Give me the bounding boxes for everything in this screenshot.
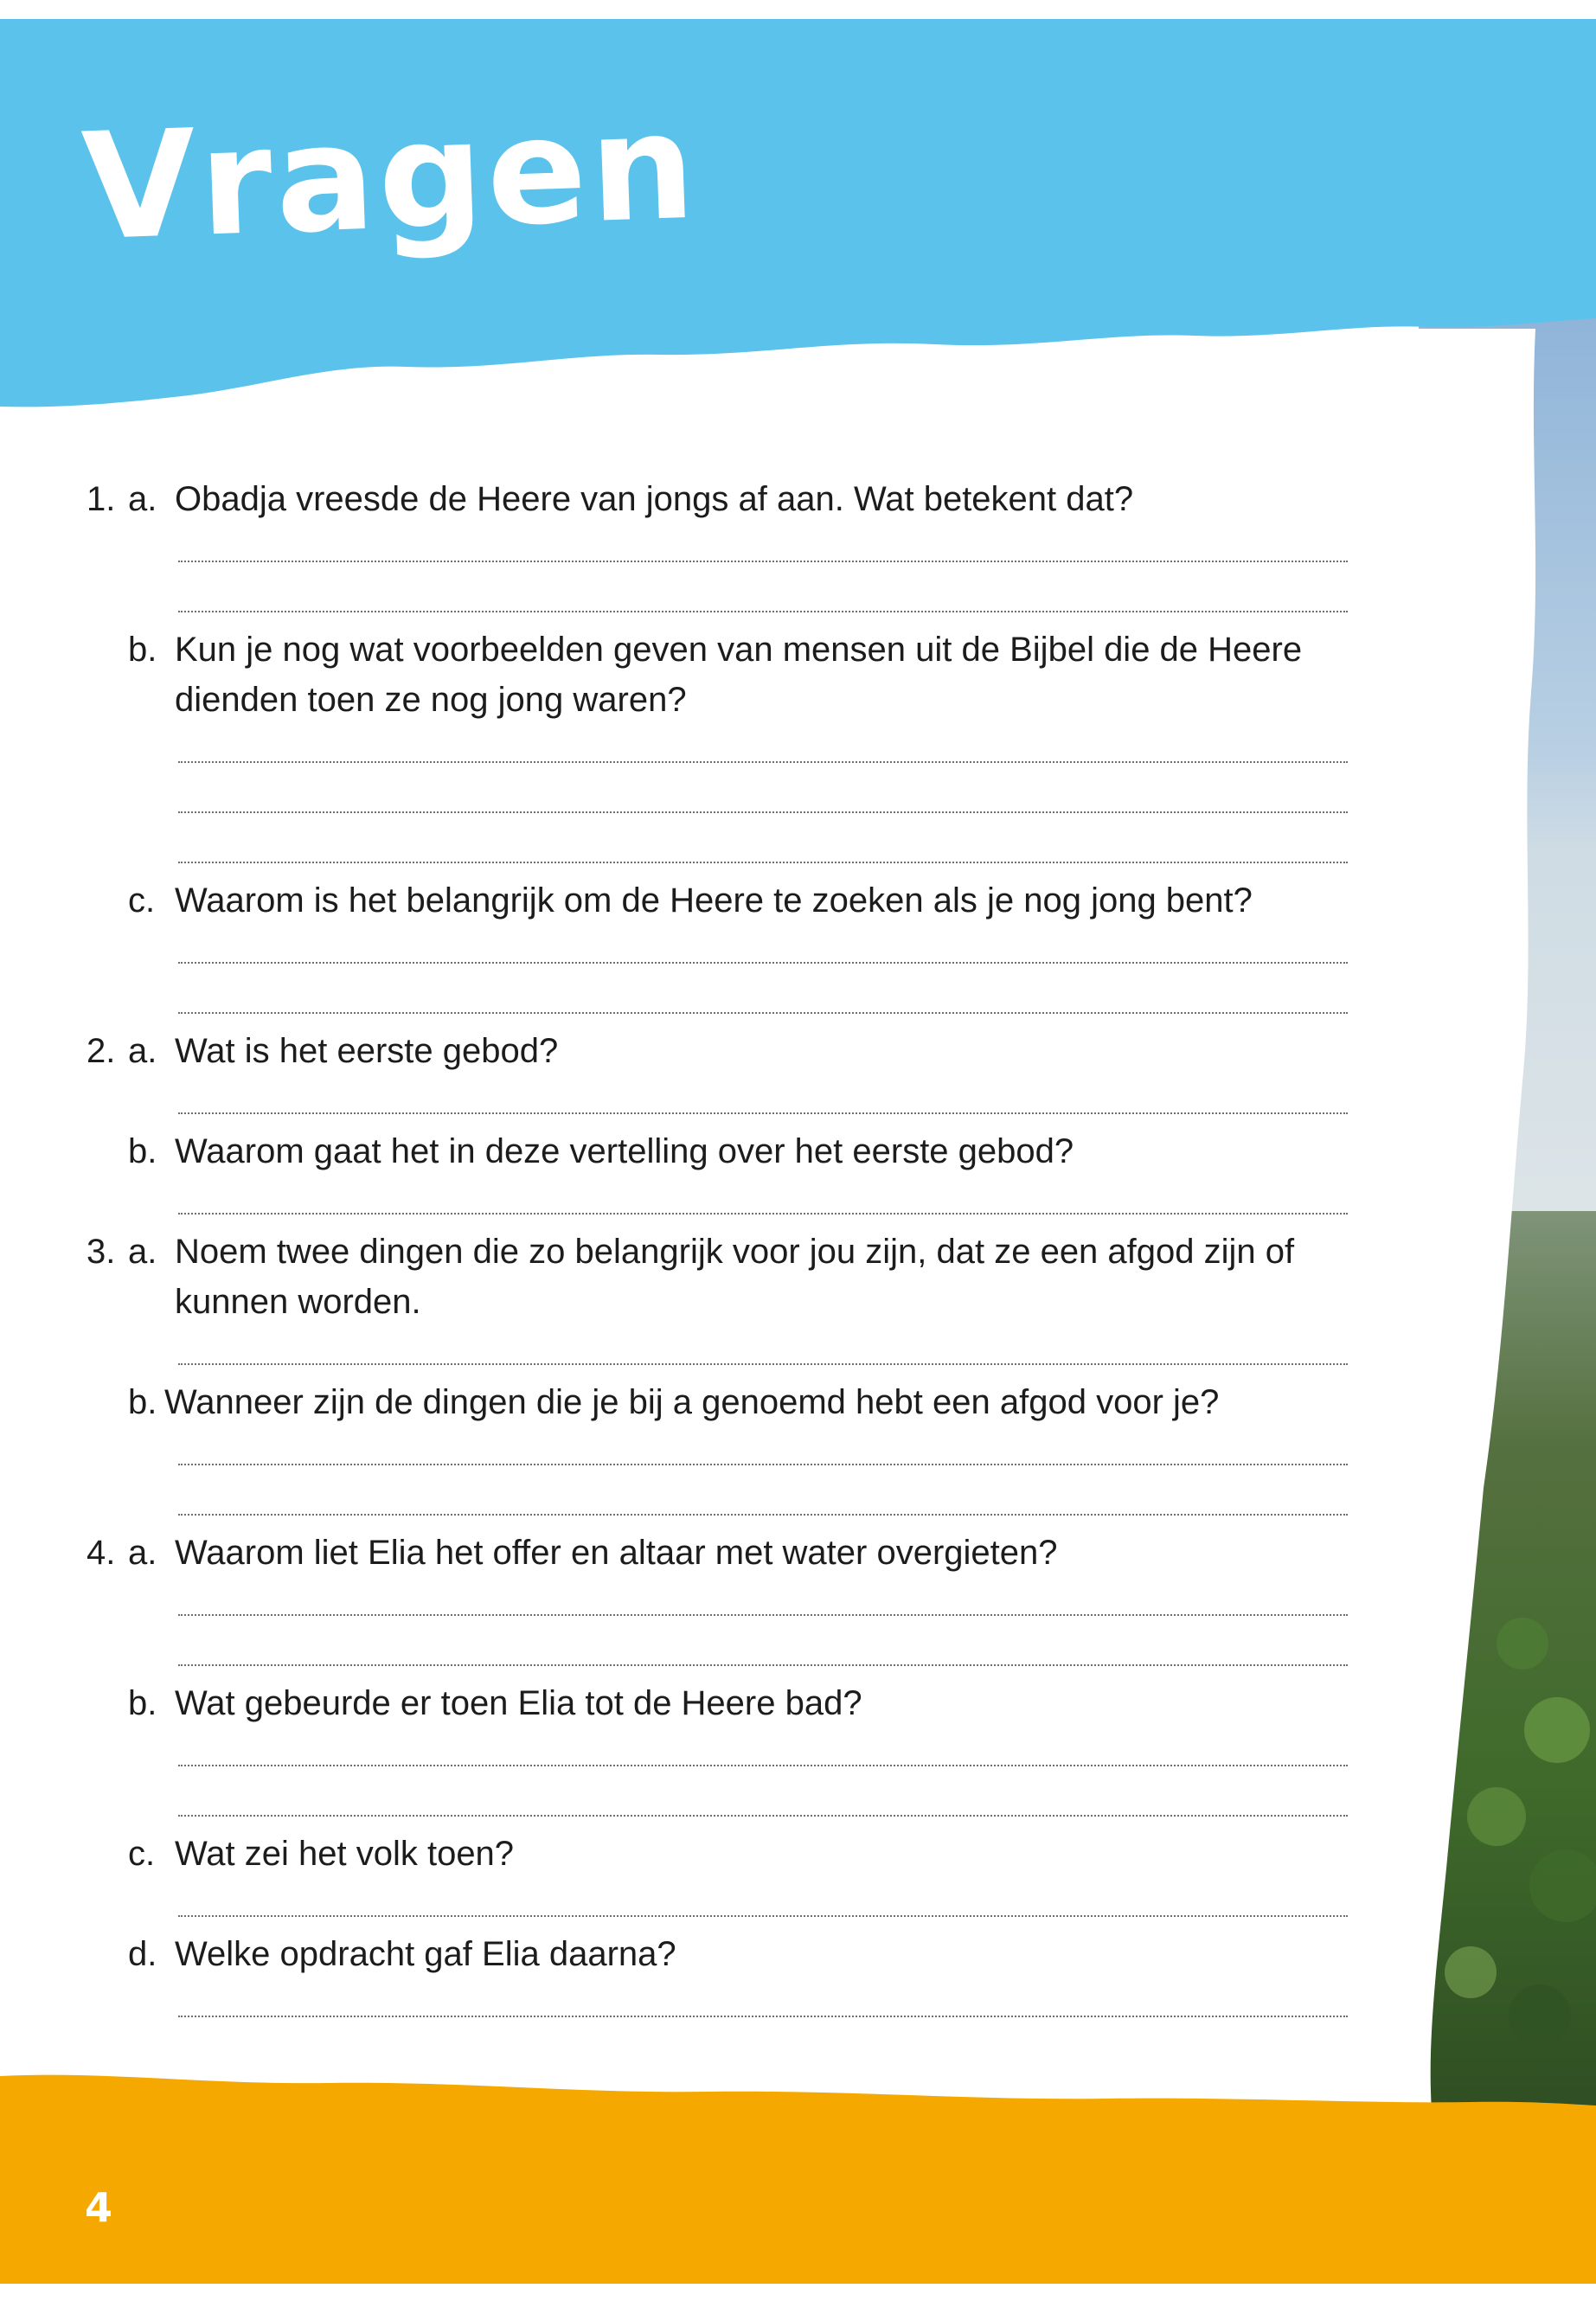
question-letter: a. (128, 1534, 157, 1572)
answer-line[interactable] (178, 1112, 1348, 1114)
answer-line[interactable] (178, 761, 1348, 763)
page-title: Vragen (79, 80, 702, 274)
answer-line[interactable] (178, 1514, 1348, 1516)
answer-line[interactable] (178, 561, 1348, 562)
answer-line[interactable] (178, 862, 1348, 863)
answer-line[interactable] (178, 611, 1348, 612)
question-letter: b. (128, 1132, 157, 1170)
answer-line[interactable] (178, 962, 1348, 964)
question-number: 1. (87, 480, 116, 518)
question-letter: d. (128, 1935, 157, 1973)
question-number: 2. (87, 1032, 116, 1070)
answer-line[interactable] (178, 2016, 1348, 2017)
question-text: Wat is het eerste gebod? (175, 1032, 559, 1070)
question-text: Wat zei het volk toen? (175, 1835, 515, 1873)
question-number: 3. (87, 1233, 116, 1271)
question-text: Welke opdracht gaf Elia daarna? (175, 1935, 676, 1973)
question-text: Waarom is het belangrijk om de Heere te zoeken als je nog jong bent? (175, 881, 1253, 920)
question-text: Kun je nog wat voorbeelden geven van mensen uit de Bijbel die de Heere dienden toen ze nog jong waren? (175, 631, 1303, 719)
question-letter: b. (128, 1383, 157, 1421)
page-number: 4 (85, 2184, 113, 2231)
question-letter: b. (128, 1684, 157, 1722)
answer-line[interactable] (178, 1464, 1348, 1465)
question-letter: a. (128, 1032, 157, 1070)
answer-line[interactable] (178, 811, 1348, 813)
answer-line[interactable] (178, 1213, 1348, 1215)
question-letter: c. (128, 881, 156, 920)
footer-band (0, 2075, 1596, 2284)
answer-line[interactable] (178, 1664, 1348, 1666)
question-letter: a. (128, 1233, 157, 1271)
answer-line[interactable] (178, 1363, 1348, 1365)
answer-line[interactable] (178, 1012, 1348, 1014)
question-text: Waarom liet Elia het offer en altaar met water overgieten? (175, 1534, 1058, 1572)
answer-line[interactable] (178, 1815, 1348, 1817)
question-text: Obadja vreesde de Heere van jongs af aan. Wat betekent dat? (175, 480, 1134, 518)
question-text: Wanneer zijn de dingen die je bij a genoemd hebt een afgod voor je? (164, 1383, 1220, 1421)
question-text: Waarom gaat het in deze vertelling over het eerste gebod? (175, 1132, 1074, 1170)
question-letter: b. (128, 631, 157, 669)
answer-line[interactable] (178, 1915, 1348, 1917)
answer-line[interactable] (178, 1614, 1348, 1616)
question-number: 4. (87, 1534, 116, 1572)
question-text: Noem twee dingen die zo belangrijk voor jou zijn, dat ze een afgod zijn of kunnen worden. (175, 1233, 1295, 1321)
question-text: Wat gebeurde er toen Elia tot de Heere bad? (175, 1684, 862, 1722)
answer-line[interactable] (178, 1765, 1348, 1766)
question-letter: c. (128, 1835, 156, 1873)
question-letter: a. (128, 480, 157, 518)
